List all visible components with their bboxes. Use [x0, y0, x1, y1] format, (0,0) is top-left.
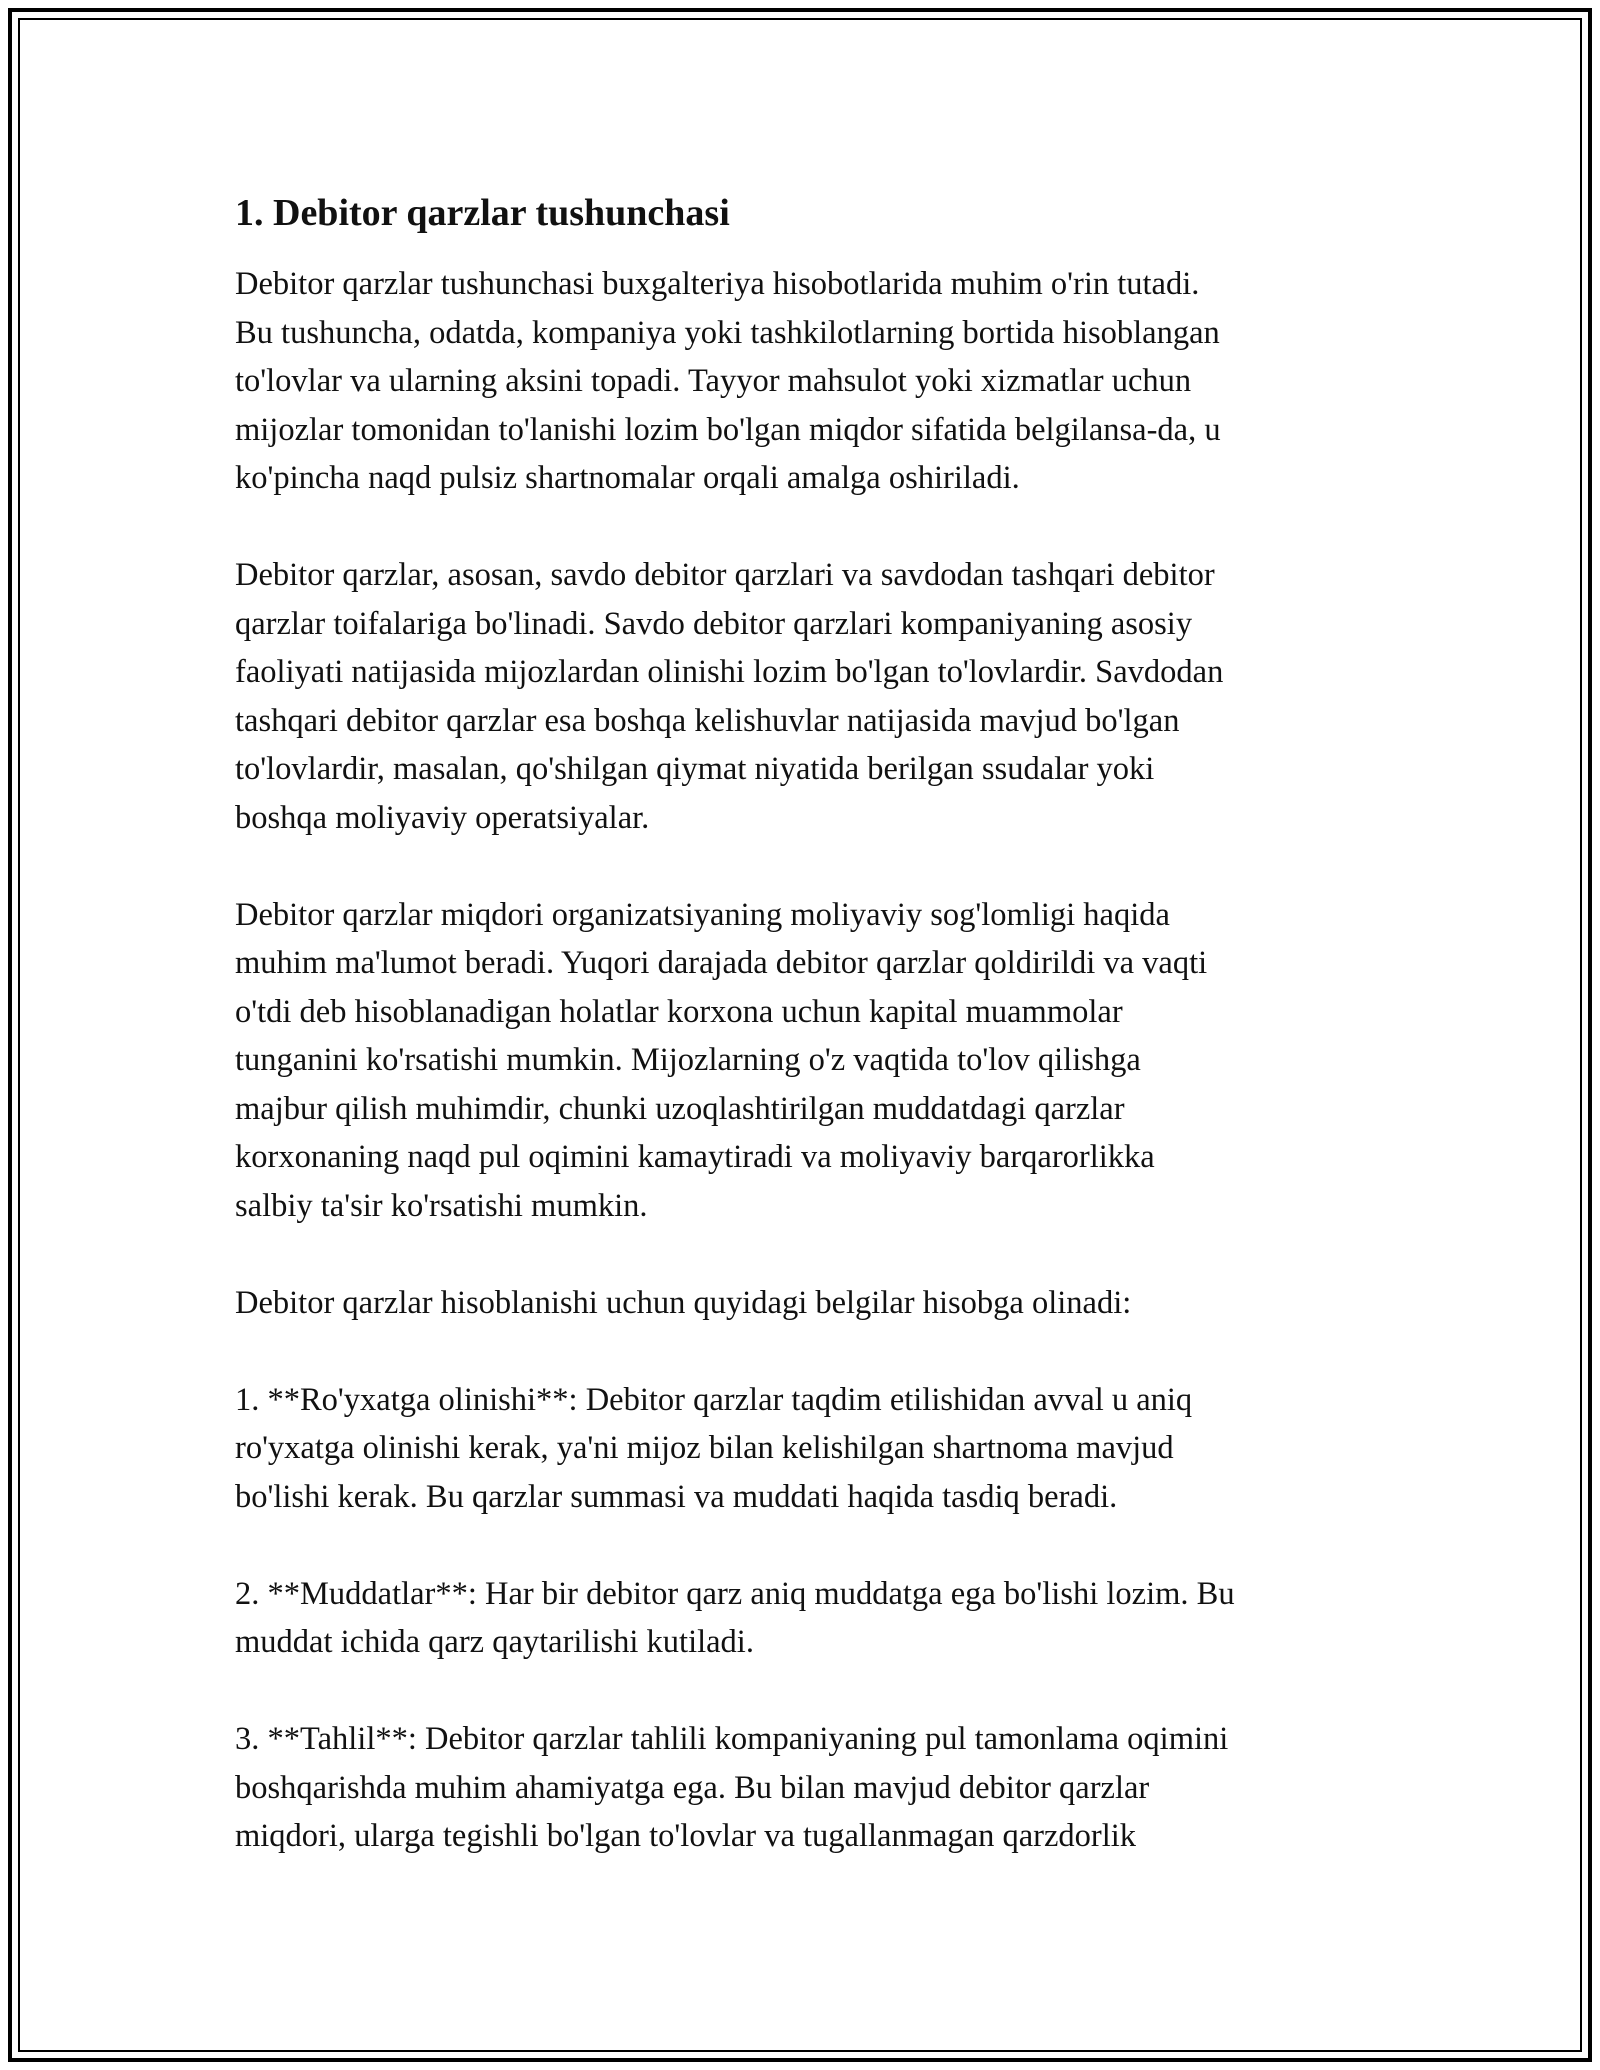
text-line: muhim ma'lumot beradi. Yuqori darajada debitor qarzlar qoldirildi va vaqti	[235, 945, 1208, 981]
text-line: Debitor qarzlar hisoblanishi uchun quyidagi belgilar hisobga olinadi:	[235, 1284, 1132, 1321]
text-line: Debitor qarzlar miqdori organizatsiyaning moliyaviy sog'lomligi haqida	[235, 896, 1170, 933]
paragraph-criteria-intro	[235, 1279, 1375, 1328]
text-line: boshqa moliyaviy operatsiyalar.	[235, 799, 650, 836]
list-item-registration	[235, 1376, 1375, 1522]
text-line: 2. **Muddatlar**: Har bir debitor qarz aniq muddatga ega bo'lishi lozim. Bu	[235, 1575, 1235, 1612]
text-line: boshqarishda muhim ahamiyatga ega. Bu bilan mavjud debitor qarzlar	[235, 1769, 1150, 1806]
paragraph-categories	[235, 551, 1375, 842]
text-line: muddat ichida qarz qaytarilishi kutiladi.	[235, 1624, 754, 1660]
section-heading: 1. Debitor qarzlar tushunchasi	[235, 192, 730, 234]
text-line: salbiy ta'sir ko'rsatishi mumkin.	[235, 1187, 648, 1224]
text-line: bo'lishi kerak. Bu qarzlar summasi va muddati haqida tasdiq beradi.	[235, 1478, 1118, 1515]
text-line: korxonaning naqd pul oqimini kamaytiradi va moliyaviy barqarorlikka	[235, 1139, 1155, 1175]
text-line: to'lovlar va ularning aksini topadi. Tayyor mahsulot yoki xizmatlar uchun	[235, 363, 1192, 399]
text-line: ko'pincha naqd pulsiz shartnomalar orqali amalga oshiriladi.	[235, 460, 1020, 496]
paragraph-definition	[235, 260, 1375, 503]
text-line: mijozlar tomonidan to'lanishi lozim bo'lgan miqdor sifatida belgilansa-da, u	[235, 411, 1221, 448]
text-line: 3. **Tahlil**: Debitor qarzlar tahlili kompaniyaning pul tamonlama oqimini	[235, 1721, 1229, 1757]
text-line: Debitor qarzlar, asosan, savdo debitor qarzlari va savdodan tashqari debitor	[235, 557, 1215, 593]
text-line: tashqari debitor qarzlar esa boshqa kelishuvlar natijasida mavjud bo'lgan	[235, 702, 1180, 739]
text-line: miqdori, ularga tegishli bo'lgan to'lovlar va tugallanmagan qarzdorlik	[235, 1818, 1137, 1854]
document-body	[235, 188, 1375, 1909]
text-line: 1. **Ro'yxatga olinishi**: Debitor qarzlar taqdim etilishidan avval u aniq	[235, 1381, 1193, 1418]
text-line: ro'yxatga olinishi kerak, ya'ni mijoz bilan kelishilgan shartnoma mavjud	[235, 1430, 1174, 1466]
text-line: qarzlar toifalariga bo'linadi. Savdo debitor qarzlari kompaniyaning asosiy	[235, 605, 1193, 642]
text-line: Bu tushuncha, odatda, kompaniya yoki tashkilotlarning bortida hisoblangan	[235, 314, 1220, 351]
text-line: Debitor qarzlar tushunchasi buxgalteriya hisobotlarida muhim o'rin tutadi.	[235, 266, 1200, 302]
paragraph-financial-health	[235, 891, 1375, 1231]
list-item-analysis	[235, 1715, 1375, 1861]
list-item-deadlines	[235, 1570, 1375, 1667]
text-line: tunganini ko'rsatishi mumkin. Mijozlarning o'z vaqtida to'lov qilishga	[235, 1042, 1141, 1078]
text-line: o'tdi deb hisoblanadigan holatlar korxona uchun kapital muammolar	[235, 993, 1123, 1030]
text-line: majbur qilish muhimdir, chunki uzoqlashtirilgan muddatdagi qarzlar	[235, 1090, 1125, 1127]
text-line: faoliyati natijasida mijozlardan olinishi lozim bo'lgan to'lovlardir. Savdodan	[235, 654, 1224, 690]
text-line: to'lovlardir, masalan, qo'shilgan qiymat niyatida berilgan ssudalar yoki	[235, 751, 1155, 787]
